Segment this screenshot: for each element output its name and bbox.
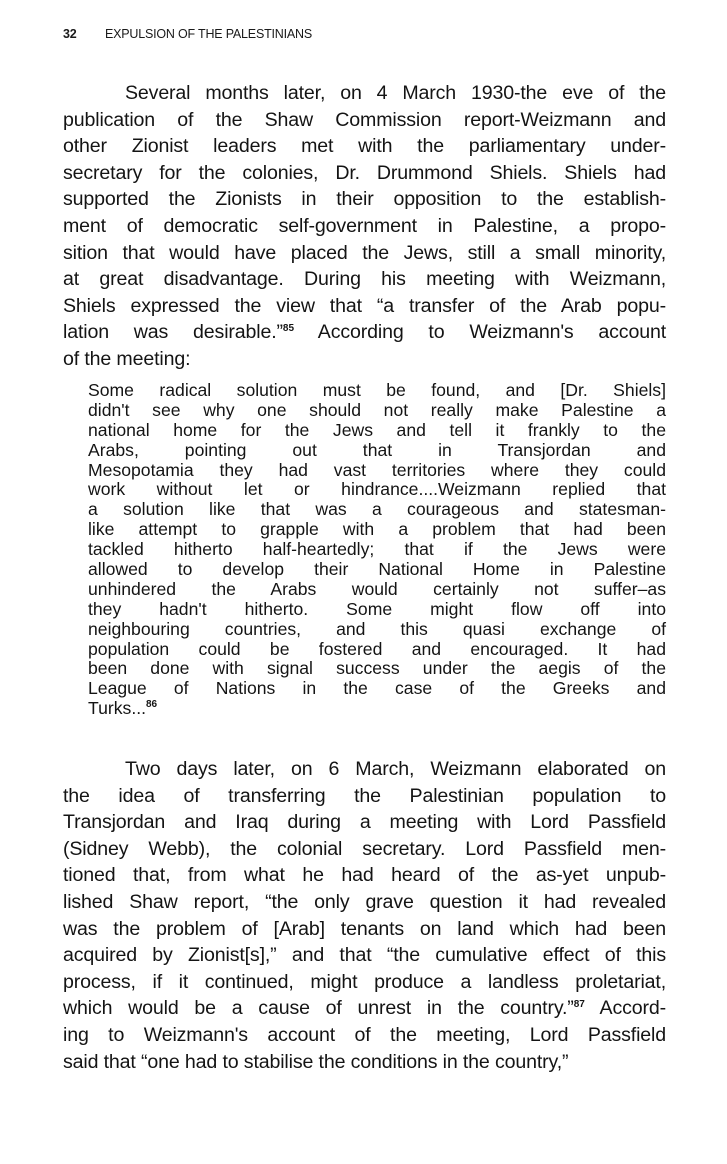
quote-line: Mesopotamia they had vast territories where they could bbox=[88, 459, 666, 480]
footnote-marker-86: 86 bbox=[146, 699, 158, 711]
footnote-marker-87: 87 bbox=[573, 999, 585, 1011]
text-fragment: Accord- bbox=[584, 997, 667, 1020]
text-fragment: According to Weizmann's account bbox=[294, 321, 666, 344]
text-line: of the meeting: bbox=[63, 347, 191, 370]
text-fragment: which would be a cause of unrest in the country.” bbox=[63, 997, 574, 1020]
text-line: said that “one had to stabilise the conditions in the country,” bbox=[63, 1050, 569, 1073]
quote-line: national home for the Jews and tell it frankly to the bbox=[88, 419, 666, 440]
text-fragment: Turks... bbox=[88, 698, 146, 719]
text-line: sition that would have placed the Jews, still a small minority, bbox=[63, 241, 666, 264]
quote-line: Arabs, pointing out that in Transjordan and bbox=[88, 439, 666, 460]
text-line: other Zionist leaders met with the parliamentary under- bbox=[63, 135, 666, 158]
text-line: (Sidney Webb), the colonial secretary. Lord Passfield men- bbox=[63, 837, 666, 860]
quote-line: League of Nations in the case of the Greeks and bbox=[88, 678, 666, 699]
text-line: the idea of transferring the Palestinian population to bbox=[63, 784, 666, 807]
text-line: at great disadvantage. During his meeting with Weizmann, bbox=[63, 268, 666, 291]
footnote-marker-85: 85 bbox=[282, 323, 295, 335]
text-line bbox=[63, 319, 666, 346]
paragraph-1 bbox=[63, 80, 666, 373]
quote-line: like attempt to grapple with a problem that had been bbox=[88, 519, 666, 540]
text-line: supported the Zionists in their opposition to the establish- bbox=[63, 188, 666, 211]
quote-line: a solution like that was a courageous and statesman- bbox=[88, 499, 666, 520]
quote-line: neighbouring countries, and this quasi exchange of bbox=[88, 618, 666, 639]
quote-line: work without let or hindrance....Weizmann replied that bbox=[88, 479, 666, 500]
text-line: ment of democratic self-government in Palestine, a propo- bbox=[63, 214, 666, 237]
block-quote bbox=[88, 381, 666, 719]
text-line: ing to Weizmann's account of the meeting, Lord Passfield bbox=[63, 1023, 666, 1046]
quote-line: Some radical solution must be found, and [Dr. Shiels] bbox=[88, 380, 666, 400]
text-line: lished Shaw report, “the only grave question it had revealed bbox=[63, 890, 666, 913]
text-line: Shiels expressed the view that “a transfer of the Arab popu- bbox=[63, 294, 666, 317]
text-line: was the problem of [Arab] tenants on land which had been bbox=[63, 917, 666, 940]
text-line: Several months later, on 4 March 1930-the eve of the bbox=[125, 82, 666, 104]
text-fragment: lation was desirable.” bbox=[63, 321, 283, 344]
text-line: secretary for the colonies, Dr. Drummond Shiels. Shiels had bbox=[63, 161, 666, 184]
text-line: tioned that, from what he had heard of the as-yet unpub- bbox=[63, 864, 666, 887]
page-number: 32 bbox=[63, 27, 77, 41]
quote-line bbox=[88, 699, 666, 719]
quote-line: been done with signal success under the aegis of the bbox=[88, 658, 666, 679]
text-line: Two days later, on 6 March, Weizmann elaborated on bbox=[125, 758, 666, 780]
text-line: publication of the Shaw Commission report-Weizmann and bbox=[63, 108, 666, 131]
text-line: acquired by Zionist[s],” and that “the cumulative effect of this bbox=[63, 944, 666, 967]
text-line bbox=[63, 995, 666, 1022]
quote-line: unhindered the Arabs would certainly not suffer–as bbox=[88, 578, 666, 599]
running-header bbox=[63, 27, 312, 41]
quote-line: population could be fostered and encouraged. It had bbox=[88, 638, 666, 659]
text-line: Transjordan and Iraq during a meeting with Lord Passfield bbox=[63, 811, 666, 834]
quote-line: they hadn't hitherto. Some might flow off into bbox=[88, 598, 666, 619]
quote-line: tackled hitherto half-heartedly; that if the Jews were bbox=[88, 539, 666, 560]
paragraph-2 bbox=[63, 756, 666, 1075]
quote-line: allowed to develop their National Home in Palestine bbox=[88, 559, 666, 580]
running-title: EXPULSION OF THE PALESTINIANS bbox=[105, 27, 312, 41]
text-line: process, if it continued, might produce a landless proletariat, bbox=[63, 970, 666, 993]
quote-line: didn't see why one should not really make Palestine a bbox=[88, 399, 666, 420]
